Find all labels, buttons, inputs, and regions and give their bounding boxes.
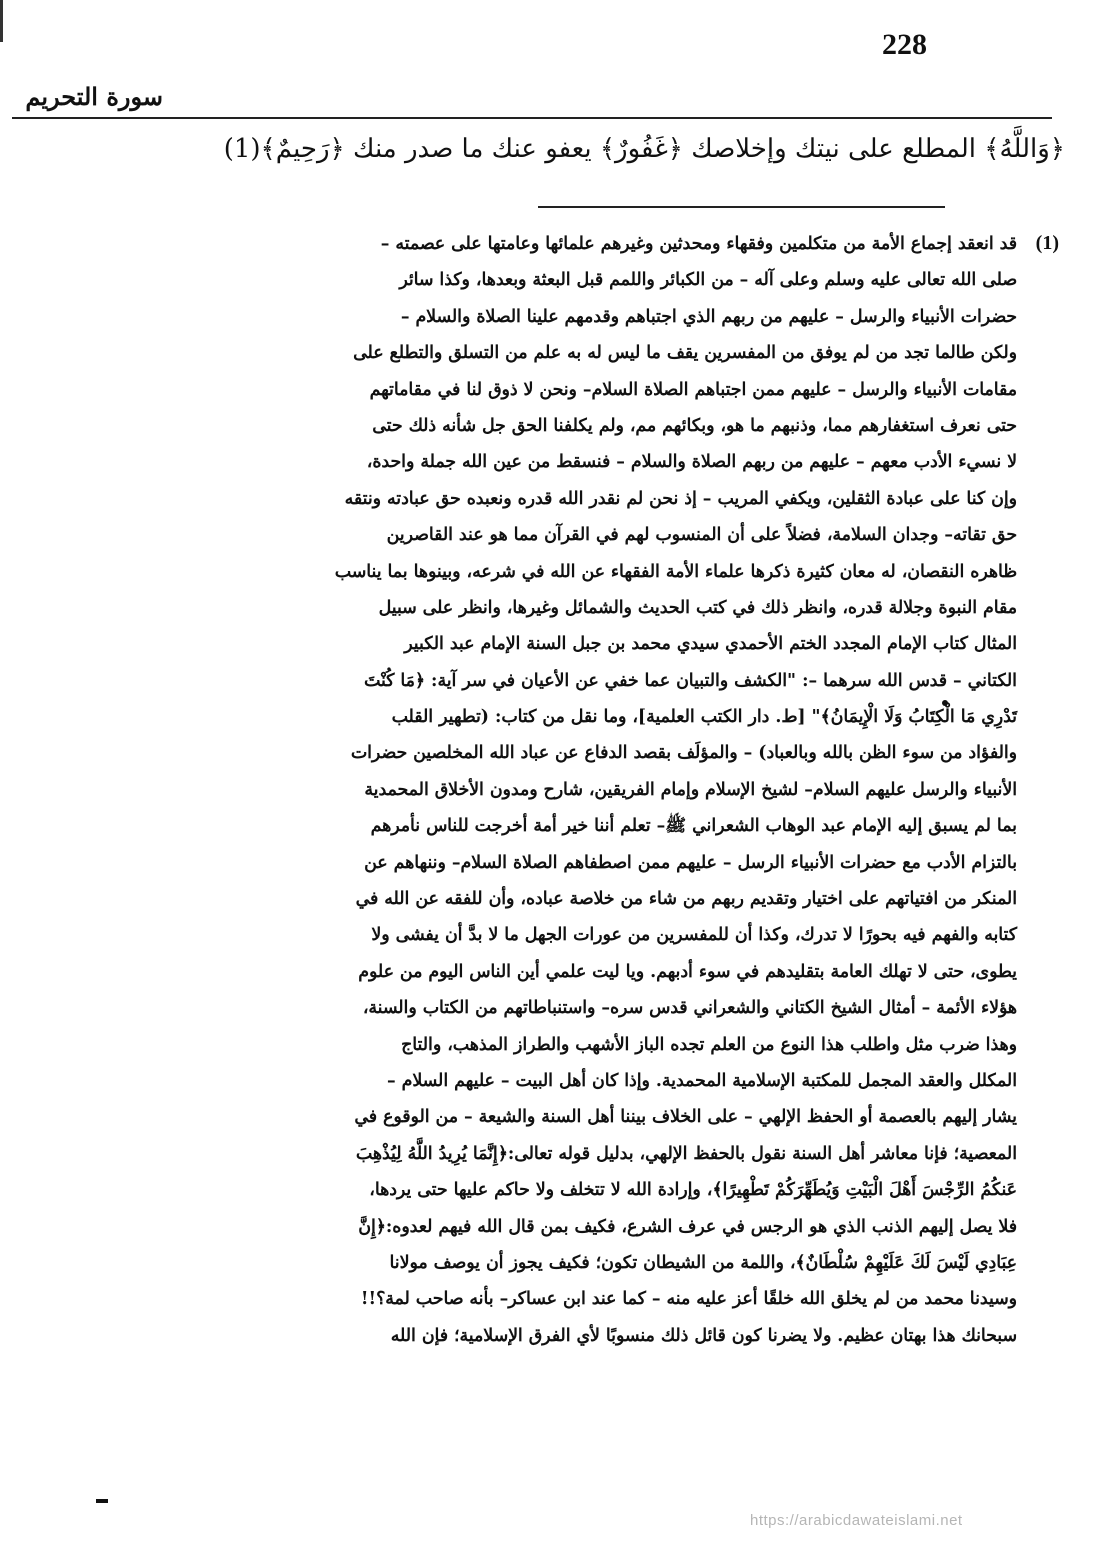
footnote-line: المنكر من افتياتهم على اختيار وتقديم ربهم من شاء من خلاصة عباده، وأن للفقه عن الله في — [355, 889, 1017, 910]
footnote-line: يطوى، حتى لا تهلك العامة بتقليدهم في سوء أدبهم. ويا ليت علمي أين الناس اليوم من علوم — [358, 961, 1017, 982]
page-number: 228 — [882, 28, 927, 61]
verse-line: ﴿وَاللَّهُ﴾ المطلع على نيتك وإخلاصك ﴿غَفُورٌ﴾ يعفو عنك ما صدر منك ﴿رَحِيمٌ﴾(1) — [223, 134, 1065, 164]
footnote-line: هؤلاء الأئمة – أمثال الشيخ الكتاني والشعراني قدس سره– واستنباطاتهم من الكتاب والسنة، — [362, 998, 1017, 1019]
footnote-line: عِبَادِي لَيْسَ لَكَ عَلَيْهِمْ سُلْطَانٌ﴾، واللمة من الشيطان تكون؛ فكيف يجوز أن يوصف مولانا — [389, 1252, 1017, 1273]
footnote-line: الكتاني – قدس الله سرهما –: "الكشف والتبيان عما خفي عن الأعيان في سر آية: ﴿مَا كُنْتَ — [363, 670, 1017, 691]
footnote-line: سبحانك هذا بهتان عظيم. ولا يضرنا كون قائل ذلك منسوبًا لأي الفرق الإسلامية؛ فإن الله — [390, 1325, 1017, 1346]
footnote-line: حق تقاته– وجدان السلامة، فضلاً على أن المنسوب لهم في القرآن مما هو عند القاصرين — [386, 525, 1017, 546]
footnote-line: المكلل والعقد المجمل للمكتبة الإسلامية المحمدية. وإذا كان أهل البيت – عليهم السلام – — [386, 1070, 1017, 1091]
footnote-line: حضرات الأنبياء والرسل – عليهم من ربهم الذي اجتباهم وقدمهم علينا الصلاة والسلام – — [400, 306, 1017, 327]
footnote-line: ولكن طالما تجد من لم يوفق من المفسرين يقف ما ليس له به علم من التسلق والتطلع على — [353, 343, 1017, 364]
ink-dot — [942, 700, 948, 706]
footnote-body — [17, 226, 1017, 1354]
footnote-line: لا نسيء الأدب معهم – عليهم من ربهم الصلاة والسلام – فنسقط من عين الله جملة واحدة، — [366, 452, 1017, 473]
footnote-line: قد انعقد إجماع الأمة من متكلمين وفقهاء ومحدثين وغيرهم علمائها وعامتها على عصمته – — [380, 234, 1017, 254]
footnote-line: وإن كنا على عبادة الثقلين، ويكفي المريب – إذ نحن لم نقدر الله قدره ونعبده حق عبادته ونتقه — [344, 488, 1017, 509]
footnote-line: فلا يصل إليهم الذنب الذي هو الرجس في عرف الشرع، فكيف بمن قال الله فيهم لعدوه:﴿إِنَّ — [358, 1216, 1017, 1237]
footnote-line: مقامات الأنبياء والرسل – عليهم ممن اجتباهم الصلاة السلام– ونحن لا ذوق لنا في مقاماتهم — [369, 379, 1017, 400]
footnote-line: والفؤاد من سوء الظن بالله وبالعباد) – والمؤلَف بقصد الدفاع عن عباد الله المخلصين حضرات — [350, 743, 1017, 764]
ink-dash — [96, 1499, 108, 1503]
footnote-line: ظاهره النقصان، له معان كثيرة ذكرها علماء الأمة الفقهاء عن الله في شرعه، وبينوها بما يناسب — [334, 561, 1017, 582]
page-corner-mark — [0, 0, 21, 42]
footnote-line: المعصية؛ فإنا معاشر أهل السنة نقول بالحفظ الإلهي، بدليل قوله تعالى:﴿إِنَّمَا يُرِيدُ اللَّهُ لِيُذْهِبَ — [355, 1143, 1017, 1164]
footnote-line: عَنكُمُ الرِّجْسَ أَهْلَ الْبَيْتِ وَيُطَهِّرَكُمْ تَطْهِيرًا﴾، وإرادة الله لا تتخلف ولا حاكم عليها حتى يردها، — [369, 1180, 1017, 1201]
footnote-line: بالتزام الأدب مع حضرات الأنبياء الرسل – عليهم ممن اصطفاهم الصلاة السلام– وننهاهم عن — [364, 852, 1017, 873]
footnote-line: يشار إليهم بالعصمة أو الحفظ الإلهي – على الخلاف بيننا أهل السنة والشيعة – من الوقوع في — [354, 1107, 1017, 1128]
footnote-line: حتى نعرف استغفارهم مما، وذنبهم ما هو، وبكائهم مم، ولم يكلفنا الحق جل شأنه ذلك حتى — [372, 415, 1017, 436]
footnote-line: الأنبياء والرسل عليهم السلام– لشيخ الإسلام وإمام الفريقين، شارح ومدون الأخلاق المحمدية — [364, 779, 1017, 800]
footnote-line: كتابه والفهم فيه بحورًا لا تدرك، وكذا أن للمفسرين من عورات الجهل ما لا بدَّ أن يفشى ولا — [371, 925, 1017, 946]
footnote-line: وسيدنا محمد من لم يخلق الله خلقًا أعز عليه منه – كما عند ابن عساكر– بأنه صاحب لمة؟!! — [360, 1289, 1017, 1310]
footnote-line: وهذا ضرب مثل واطلب هذا النوع من العلم تجده الباز الأشهب والطراز المذهب، والتاج — [401, 1034, 1017, 1055]
header-divider — [12, 117, 1052, 119]
footnote-line: صلى الله تعالى عليه وسلم وعلى آله – من الكبائر واللمم قبل البعثة وبعدها، وكذا سائر — [399, 270, 1017, 291]
footnote-line: مقام النبوة وجلالة قدره، وانظر ذلك في كتب الحديث والشمائل وغيرها، وانظر على سبيل — [378, 597, 1017, 618]
surah-title: سورة التحريم — [25, 82, 163, 111]
footnote-marker: (1) — [1035, 232, 1059, 254]
footnote-line: بما لم يسبق إليه الإمام عبد الوهاب الشعراني ﷺ– تعلم أننا خير أمة أخرجت للناس نأمرهم — [370, 816, 1017, 837]
footnote-line: تَدْرِي مَا الْكِتَابُ وَلَا الْإِيمَانُ﴾" [ط. دار الكتب العلمية]، وما نقل من كتاب: (تطهير القلب — [391, 707, 1017, 728]
footnote-line: المثال كتاب الإمام المجدد الختم الأحمدي سيدي محمد بن جبل السنة الإمام عبد الكبير — [404, 634, 1017, 655]
watermark-url: https://arabicdawateislami.net — [750, 1512, 963, 1529]
footnote-divider — [538, 206, 945, 208]
